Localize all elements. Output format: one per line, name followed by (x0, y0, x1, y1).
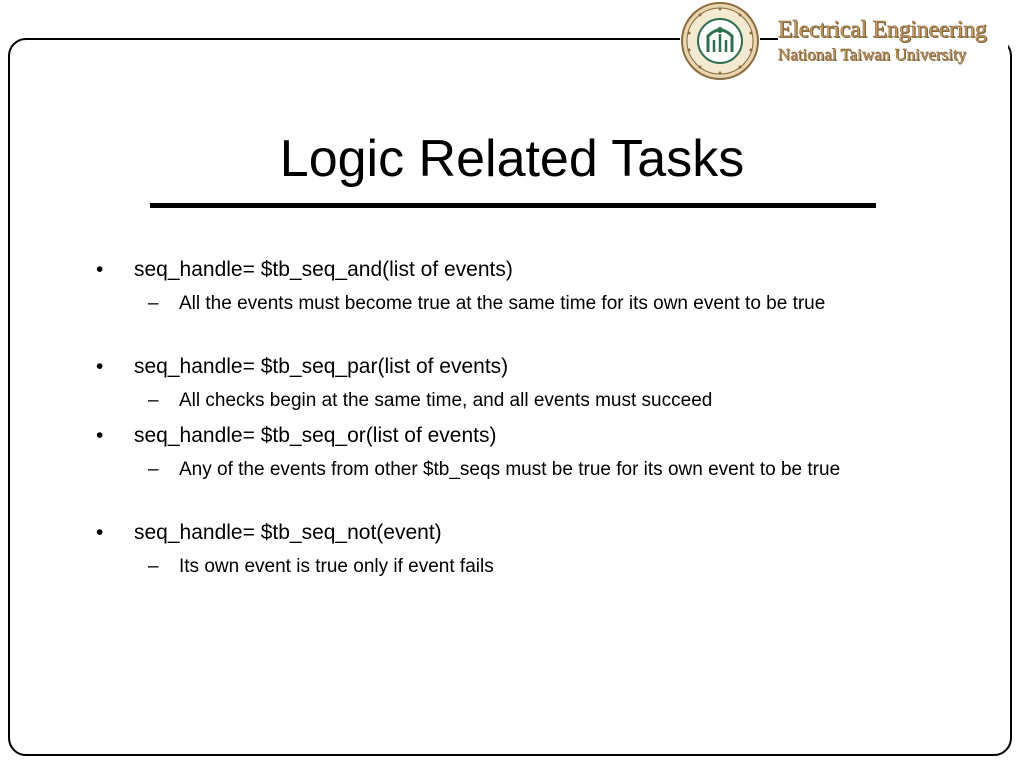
sub-marker: – (148, 390, 159, 411)
slide-title: Logic Related Tasks (279, 130, 745, 188)
bullet-marker: • (96, 258, 104, 281)
bullet-text: seq_handle= $tb_seq_par(list of events) (134, 355, 509, 378)
sub-item (148, 456, 928, 483)
sub-item (148, 290, 928, 317)
sub-marker: – (148, 459, 159, 480)
sub-text: Its own event is true only if event fails (179, 556, 494, 577)
sub-marker: – (148, 293, 159, 314)
sub-text: Any of the events from other $tb_seqs must be true for its own event to be true (179, 459, 841, 480)
bullet-text: seq_handle= $tb_seq_not(event) (134, 521, 442, 544)
sub-text: All checks begin at the same time, and all events must succeed (179, 390, 713, 411)
department-name: Electrical Engineering (778, 17, 987, 43)
sub-marker: – (148, 556, 159, 577)
bullet-marker: • (96, 521, 104, 544)
bullet-marker: • (96, 355, 104, 378)
bullet-text: seq_handle= $tb_seq_and(list of events) (134, 258, 513, 281)
bullet-text: seq_handle= $tb_seq_or(list of events) (134, 424, 497, 447)
bullet-marker: • (96, 424, 104, 447)
sub-text: All the events must become true at the same time for its own event to be true (179, 293, 826, 314)
university-name: National Taiwan University (778, 45, 967, 64)
sub-item (148, 553, 928, 580)
sub-item (148, 387, 928, 414)
